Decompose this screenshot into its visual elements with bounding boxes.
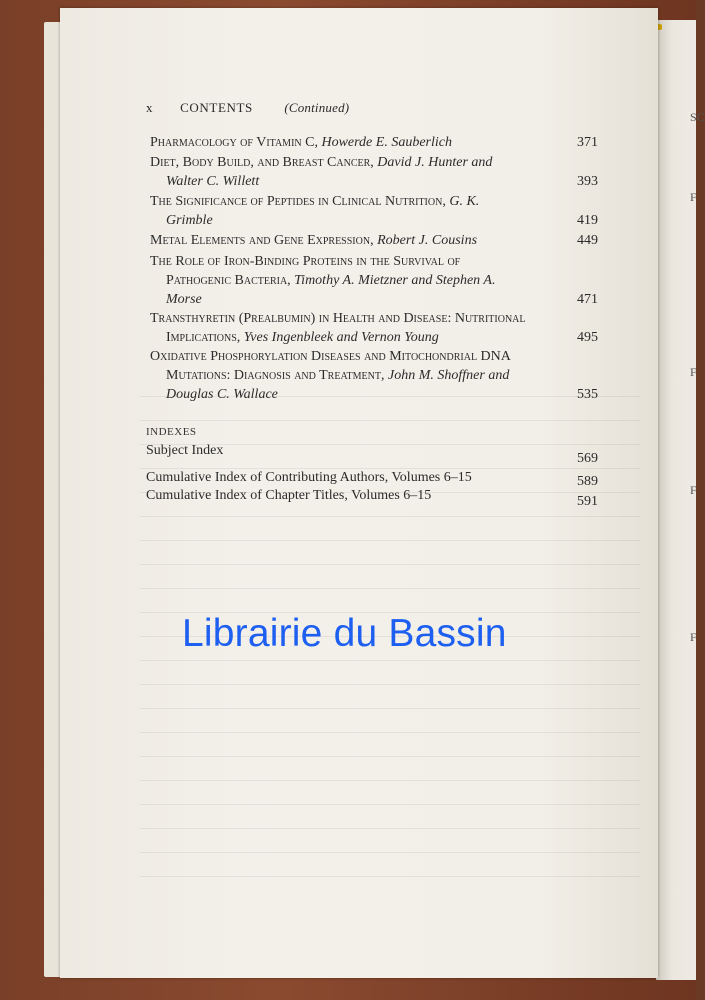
entry-page: 371 — [577, 135, 598, 150]
entry-title: Diet, Body Build, and Breast Cancer, — [150, 155, 378, 170]
entry-title: Mutations: Diagnosis and Treatment, — [166, 368, 388, 383]
entry-title: Oxidative Phosphorylation Diseases and Mitochondrial DNA — [150, 349, 511, 364]
index-item — [146, 443, 598, 466]
index-item — [146, 470, 598, 489]
entry-title: Implications, — [166, 330, 244, 345]
watermark: Librairie du Bassin — [182, 612, 507, 655]
entry-author: Morse — [166, 292, 202, 307]
entry-author: Howerde E. Sauberlich — [321, 135, 452, 150]
entry-page: 495 — [577, 330, 598, 345]
entry-title: The Significance of Peptides in Clinical Nutrition, — [150, 194, 450, 209]
facing-page-mark: F — [690, 630, 697, 644]
entry-author: Timothy A. Mietzner and Stephen A. — [294, 273, 496, 288]
entry-title: Pathogenic Bacteria, — [166, 273, 295, 288]
index-item — [146, 488, 598, 509]
entry-author: Douglas C. Wallace — [166, 387, 278, 402]
entry-author: Grimble — [166, 213, 213, 228]
facing-page-mark: SC — [690, 110, 705, 124]
entry-page: 535 — [577, 387, 598, 402]
header-continued: (Continued) — [284, 100, 350, 115]
indexes-heading: INDEXES — [146, 426, 197, 438]
entry-author: Yves Ingenbleek and Vernon Young — [243, 330, 439, 345]
entry-title: The Role of Iron-Binding Proteins in the Survival of — [150, 254, 461, 269]
index-page: 589 — [577, 474, 598, 489]
page-number: x — [146, 100, 153, 115]
entry-author: John M. Shoffner and — [388, 368, 510, 383]
entry-author: G. K. — [449, 194, 480, 209]
facing-page-mark: F — [690, 190, 697, 204]
entry-title: Transthyretin (Prealbumin) in Health and Disease: Nutritional — [150, 311, 526, 326]
index-label: Cumulative Index of Contributing Authors, Volumes 6–15 — [146, 470, 472, 485]
entry-title: Metal Elements and Gene Expression, — [150, 233, 378, 248]
toc-entry — [150, 252, 598, 309]
entry-page: 419 — [577, 213, 598, 228]
toc-entry — [150, 153, 598, 191]
toc-entry — [150, 133, 598, 152]
toc-entry — [150, 347, 598, 404]
toc-entry — [150, 192, 598, 230]
entry-author: Walter C. Willett — [166, 174, 260, 189]
entry-page: 393 — [577, 174, 598, 189]
running-header — [146, 100, 349, 116]
header-label: CONTENTS — [180, 100, 253, 115]
entry-author: Robert J. Cousins — [377, 233, 478, 248]
index-label: Subject Index — [146, 443, 224, 458]
entry-page: 471 — [577, 292, 598, 307]
entry-page: 449 — [577, 233, 598, 248]
toc-entry — [150, 309, 598, 347]
index-label: Cumulative Index of Chapter Titles, Volumes 6–15 — [146, 488, 432, 503]
facing-page-mark: F — [690, 365, 697, 379]
entry-title: Pharmacology of Vitamin C, — [150, 135, 322, 150]
index-page: 591 — [577, 494, 598, 509]
entry-author: David J. Hunter and — [377, 155, 493, 170]
toc-entry — [150, 231, 598, 250]
facing-page-mark: F — [690, 483, 697, 497]
index-page: 569 — [577, 451, 598, 466]
facing-page — [656, 20, 696, 980]
